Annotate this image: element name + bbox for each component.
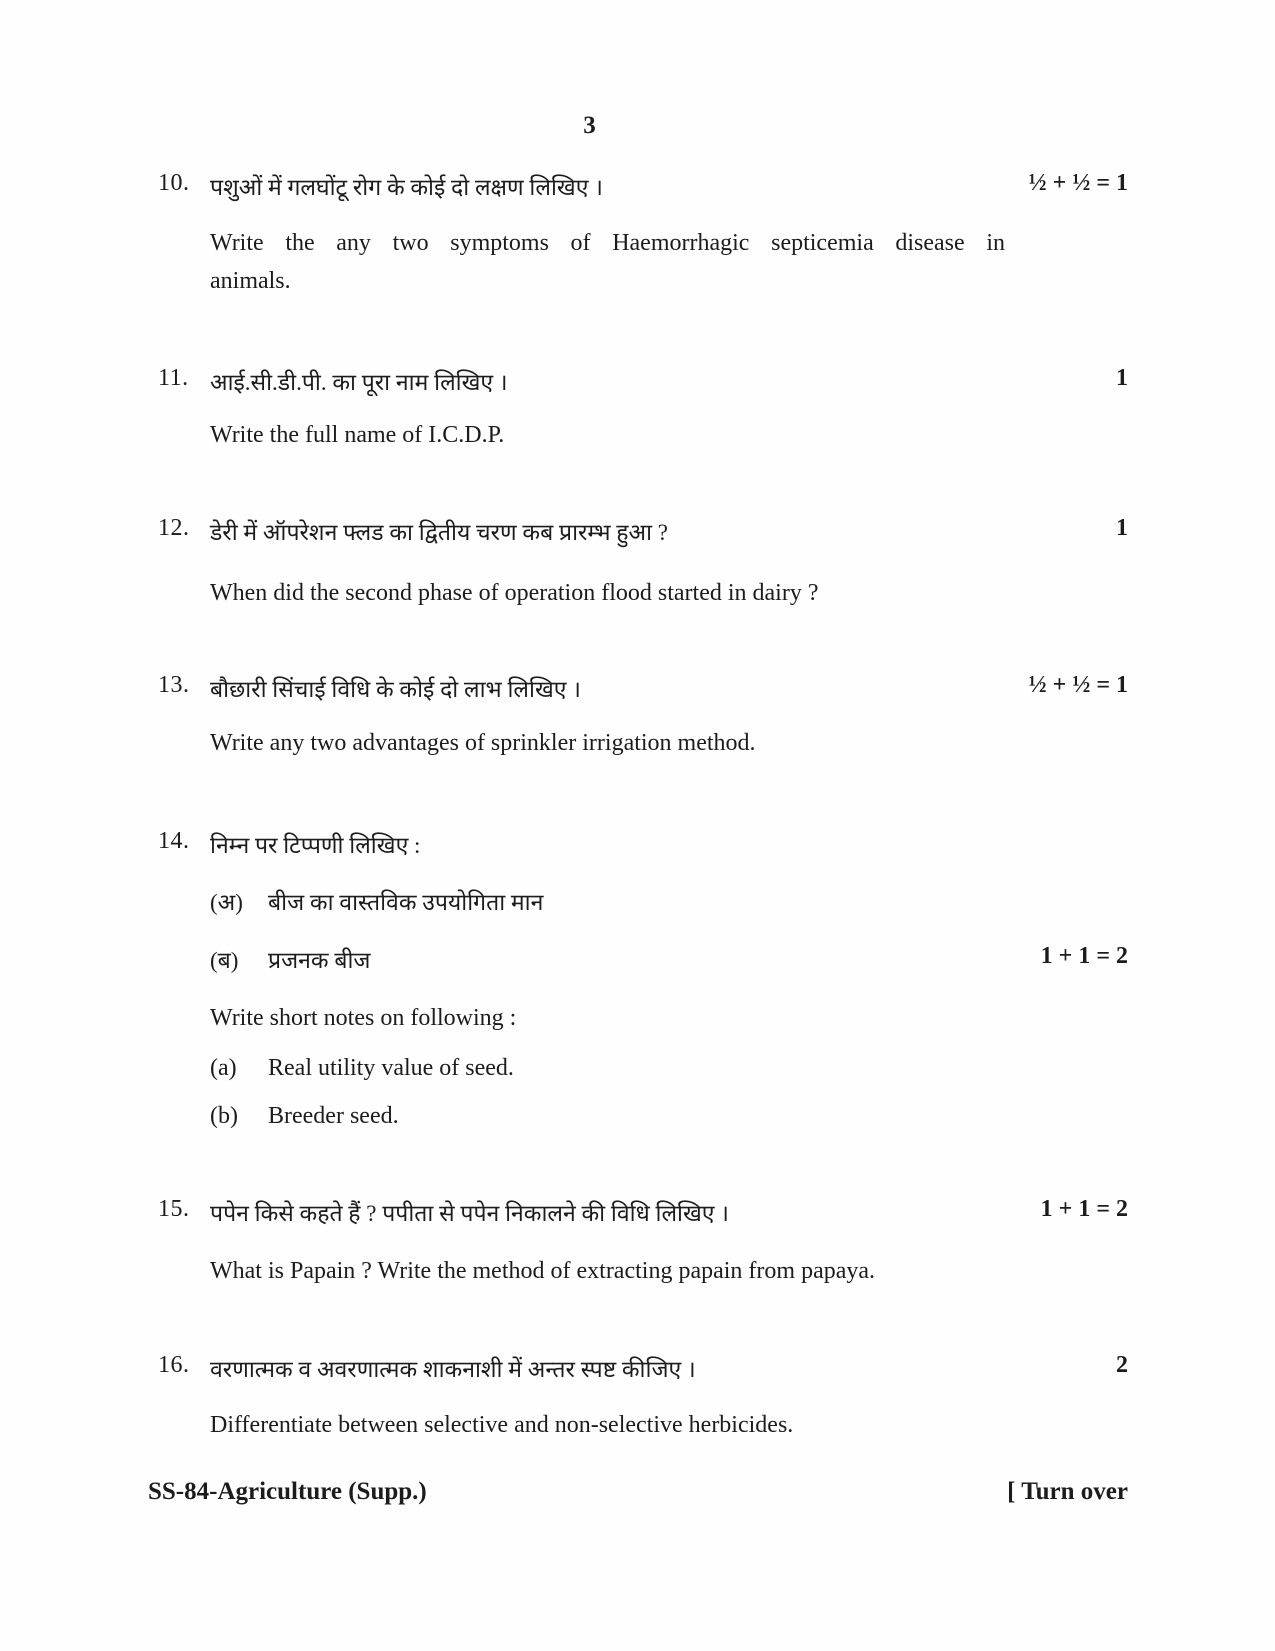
question-15-marks: 1 + 1 = 2 <box>1040 1196 1128 1222</box>
question-14-marks: 1 + 1 = 2 <box>1040 943 1128 969</box>
question-11-marks: 1 <box>1116 365 1128 391</box>
question-12-marks: 1 <box>1116 515 1128 541</box>
question-14-hindi-item-a-row <box>0 885 1275 927</box>
question-14-hindi-item-a-label: (अ) <box>210 890 243 915</box>
question-10-marks: ½ + ½ = 1 <box>1028 170 1128 196</box>
question-14-english-item-b-row <box>0 1103 1275 1145</box>
question-13-number: 13. <box>158 672 190 698</box>
question-16-number: 16. <box>158 1352 190 1378</box>
question-14-english-heading: Write short notes on following : <box>210 1005 517 1031</box>
question-16-hindi-row <box>0 1352 1275 1394</box>
question-14-number: 14. <box>158 828 190 854</box>
question-12-hindi-text: डेरी में ऑपरेशन फ्लड का द्वितीय चरण कब प्रारम्भ हुआ ? <box>210 520 668 545</box>
question-15-number: 15. <box>158 1196 190 1222</box>
question-10-hindi-row <box>0 170 1275 212</box>
question-15-hindi-row <box>0 1196 1275 1238</box>
question-12-hindi-row <box>0 515 1275 557</box>
question-14-hindi-item-b-label: (ब) <box>210 948 239 973</box>
question-12-english-text: When did the second phase of operation flood started in dairy ? <box>210 580 819 606</box>
paper-code-label: SS-84-Agriculture (Supp.) <box>148 1478 427 1505</box>
question-10-number: 10. <box>158 170 190 196</box>
question-15-english-text: What is Papain ? Write the method of extracting papain from papaya. <box>210 1258 876 1284</box>
question-14-hindi-heading-row <box>0 828 1275 870</box>
question-16-english-text: Differentiate between selective and non-selective herbicides. <box>210 1412 794 1438</box>
question-14-english-item-a-text: Real utility value of seed. <box>268 1055 514 1081</box>
question-14-hindi-item-a-text: बीज का वास्तविक उपयोगिता मान <box>268 890 544 915</box>
question-14-hindi-item-b-text: प्रजनक बीज <box>268 948 371 973</box>
question-16-hindi-text: वरणात्मक व अवरणात्मक शाकनाशी में अन्तर स्पष्ट कीजिए । <box>210 1357 696 1382</box>
question-11-hindi-text: आई.सी.डी.पी. का पूरा नाम लिखिए । <box>210 370 508 395</box>
question-13-english-text: Write any two advantages of sprinkler irrigation method. <box>210 730 756 756</box>
question-14-english-item-a-label: (a) <box>210 1055 237 1081</box>
question-10-hindi-text: पशुओं में गलघोंटू रोग के कोई दो लक्षण लिखिए । <box>210 175 603 200</box>
question-11-hindi-row <box>0 365 1275 407</box>
question-11-number: 11. <box>158 365 189 391</box>
question-12-number: 12. <box>158 515 190 541</box>
question-15-hindi-text: पपेन किसे कहते हैं ? पपीता से पपेन निकालने की विधि लिखिए । <box>210 1201 729 1226</box>
turn-over-label: [ Turn over <box>1007 1478 1128 1505</box>
question-14-english-item-b-text: Breeder seed. <box>268 1103 399 1129</box>
question-13-marks: ½ + ½ = 1 <box>1028 672 1128 698</box>
question-14-english-item-b-label: (b) <box>210 1103 238 1129</box>
question-13-hindi-text: बौछारी सिंचाई विधि के कोई दो लाभ लिखिए । <box>210 677 581 702</box>
question-14-english-item-a-row <box>0 1055 1275 1097</box>
question-13-hindi-row <box>0 672 1275 714</box>
question-14-hindi-heading: निम्न पर टिप्पणी लिखिए : <box>210 833 421 858</box>
question-11-english-text: Write the full name of I.C.D.P. <box>210 422 505 448</box>
question-10-english-line1: Write the any two symptoms of Haemorrhagic septicemia disease in <box>210 230 1005 256</box>
page-number: 3 <box>583 112 596 139</box>
question-10-english-line2: animals. <box>210 268 291 294</box>
question-14-hindi-item-b-row <box>0 943 1275 985</box>
question-16-marks: 2 <box>1116 1352 1128 1378</box>
footer-row <box>0 1478 1275 1520</box>
